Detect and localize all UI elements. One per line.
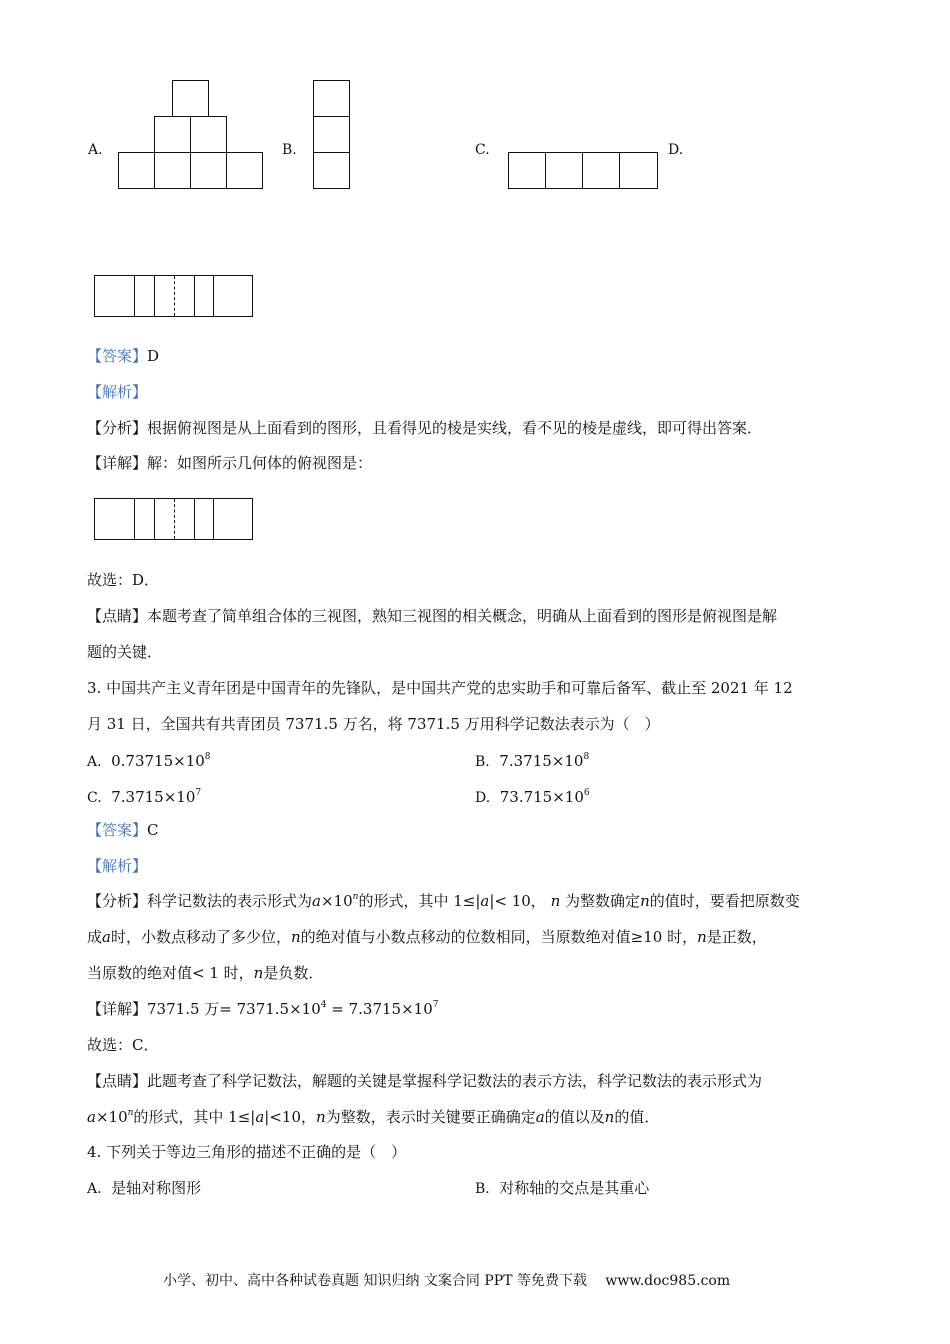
text: 的绝对值与小数点移动的位数相同，当原数绝对值≥10 时， <box>300 928 698 946</box>
text: 是正数， <box>706 928 767 946</box>
option-text: 对称轴的交点是其重心 <box>499 1179 650 1197</box>
option-d-label: D. <box>668 142 684 158</box>
answer-value: C <box>147 821 159 839</box>
xiangjie-text: 解：如图所示几何体的俯视图是： <box>147 454 373 472</box>
q3-dianjing-line1 <box>87 1071 762 1091</box>
option-text: 7.3715×10 <box>499 752 584 770</box>
answer-value: D <box>147 347 160 365</box>
text: 的值以及 <box>544 1108 605 1126</box>
text: 的形式，其中 1≤| <box>133 1108 256 1126</box>
q3-analysis-tag: 【解析】 <box>87 857 148 875</box>
q2-answer <box>87 346 159 366</box>
text: ×10 <box>320 892 353 910</box>
text: 当原数的绝对值< 1 时， <box>87 964 254 982</box>
q3-option-b <box>475 751 589 772</box>
var: n <box>352 892 359 902</box>
q2-solution-top-view <box>94 498 253 540</box>
exponent: 6 <box>583 788 590 798</box>
q3-xiangjie <box>87 999 438 1019</box>
figure-d-top-view <box>94 275 253 317</box>
answer-tag: 【答案】 <box>87 821 148 839</box>
q2-dianjing-line2: 题的关键． <box>87 643 163 661</box>
text: 7371.5 万= 7371.5×10 <box>147 1000 321 1018</box>
q3-dianjing-line2 <box>87 1107 659 1127</box>
text: |<10， <box>264 1108 317 1126</box>
solid-line <box>194 499 195 539</box>
q2-dianjing-line1 <box>87 606 777 626</box>
option-label: A. <box>87 754 102 770</box>
solid-line <box>154 499 155 539</box>
option-label: D. <box>475 790 491 806</box>
option-text: 0.73715×10 <box>111 752 205 770</box>
solid-line <box>194 276 195 316</box>
figure-a-square <box>154 116 191 153</box>
q2-choice: 故选：D． <box>87 571 160 589</box>
var: n <box>316 1108 326 1126</box>
solid-line <box>154 276 155 316</box>
text: 的值． <box>614 1108 660 1126</box>
q3-fenxi-line1 <box>87 891 800 911</box>
text: 成 <box>87 928 103 946</box>
option-label: B. <box>475 754 490 770</box>
q2-analysis-tag: 【解析】 <box>87 383 148 401</box>
exponent: 7 <box>432 1000 439 1010</box>
solid-line <box>134 499 135 539</box>
var: a <box>312 892 321 910</box>
text: 此题考查了科学记数法，解题的关键是掌握科学记数法的表示方法，科学记数法的表示形式为 <box>147 1072 763 1090</box>
page-footer: 小学、初中、高中各种试卷真题 知识归纳 文案合同 PPT 等免费下载 www.doc985.com <box>163 1273 731 1289</box>
var: a <box>255 1108 265 1126</box>
dashed-line <box>174 499 175 539</box>
exponent: 8 <box>583 752 590 762</box>
exponent: 7 <box>195 788 202 798</box>
option-label: A. <box>87 1181 102 1197</box>
var: n <box>640 892 650 910</box>
q3-answer <box>87 820 159 840</box>
text: |< 10， <box>489 892 546 910</box>
figure-a-square <box>172 80 209 117</box>
q3-option-c <box>87 787 201 808</box>
figure-b-square <box>313 80 350 117</box>
figure-a-square <box>190 152 227 189</box>
text: 是负数． <box>263 964 324 982</box>
var: n <box>697 928 707 946</box>
text: 的值时，要看把原数变 <box>649 892 800 910</box>
text: ×10 <box>95 1108 128 1126</box>
dianjing-tag: 【点睛】 <box>87 607 148 625</box>
var: a <box>535 1108 545 1126</box>
q3-option-a <box>87 751 211 772</box>
xiangjie-tag: 【详解】 <box>87 1000 148 1018</box>
var: a <box>480 892 490 910</box>
q3-stem-line2: 月 31 日，全国共有共青团员 7371.5 万名，将 7371.5 万用科学记数法表示为（ ） <box>87 715 660 733</box>
text: 科学记数法的表示形式为 <box>147 892 313 910</box>
solid-line <box>213 499 214 539</box>
q2-fenxi <box>87 418 762 438</box>
figure-c-square <box>582 152 620 189</box>
option-text: 7.3715×10 <box>111 788 196 806</box>
solid-line <box>213 276 214 316</box>
exponent: 4 <box>320 1000 327 1010</box>
dashed-line <box>174 276 175 316</box>
var: a <box>102 928 111 946</box>
q3-fenxi-line2 <box>87 927 767 947</box>
figure-a-square <box>118 152 155 189</box>
var: n <box>253 964 264 982</box>
text: 时，小数点移动了多少位， <box>110 928 291 946</box>
exponent: 8 <box>204 752 211 762</box>
option-label: B. <box>475 1181 490 1197</box>
text: 为整数确定 <box>565 892 641 910</box>
text: 的形式，其中 1≤| <box>358 892 481 910</box>
xiangjie-tag: 【详解】 <box>87 454 148 472</box>
dianjing-tag: 【点睛】 <box>87 1072 148 1090</box>
var: a <box>87 1108 96 1126</box>
var: n <box>127 1108 134 1118</box>
option-label: C. <box>87 790 102 806</box>
figure-c-square <box>619 152 658 189</box>
text: 为整数，表示时关键要正确确定 <box>325 1108 536 1126</box>
figure-b-square <box>313 152 350 189</box>
figure-a-square <box>154 152 191 189</box>
option-a-label: A. <box>88 142 103 158</box>
text: = 7.3715×10 <box>331 1000 433 1018</box>
figure-c-square <box>508 152 546 189</box>
dianjing-text: 本题考查了简单组合体的三视图，熟知三视图的相关概念，明确从上面看到的图形是俯视图是解 <box>147 607 778 625</box>
figure-b-square <box>313 116 350 153</box>
q4-option-b <box>475 1178 649 1199</box>
option-text: 是轴对称图形 <box>111 1179 202 1197</box>
q3-stem-line1: 3. 中国共产主义青年团是中国青年的先锋队，是中国共产党的忠实助手和可靠后备军、截止至 2021 年 12 <box>87 679 793 697</box>
q3-choice: 故选：C． <box>87 1036 159 1054</box>
figure-c-square <box>545 152 583 189</box>
q4-stem: 4. 下列关于等边三角形的描述不正确的是（ ） <box>87 1143 407 1161</box>
q3-fenxi-line3 <box>87 963 323 983</box>
q4-option-a <box>87 1178 201 1199</box>
var: n <box>604 1108 615 1126</box>
var: n <box>290 928 301 946</box>
option-c-label: C. <box>475 142 490 158</box>
figure-a-square <box>226 152 263 189</box>
option-b-label: B. <box>282 142 297 158</box>
option-text: 73.715×10 <box>499 788 584 806</box>
fenxi-tag: 【分析】 <box>87 419 148 437</box>
fenxi-tag: 【分析】 <box>87 892 148 910</box>
figure-a-square <box>190 116 227 153</box>
q2-xiangjie <box>87 453 372 473</box>
q3-option-d <box>475 787 590 808</box>
answer-tag: 【答案】 <box>87 347 148 365</box>
solid-line <box>134 276 135 316</box>
var: n <box>550 892 561 910</box>
fenxi-text: 根据俯视图是从上面看到的图形，且看得见的棱是实线，看不见的棱是虚线，即可得出答案． <box>147 419 763 437</box>
